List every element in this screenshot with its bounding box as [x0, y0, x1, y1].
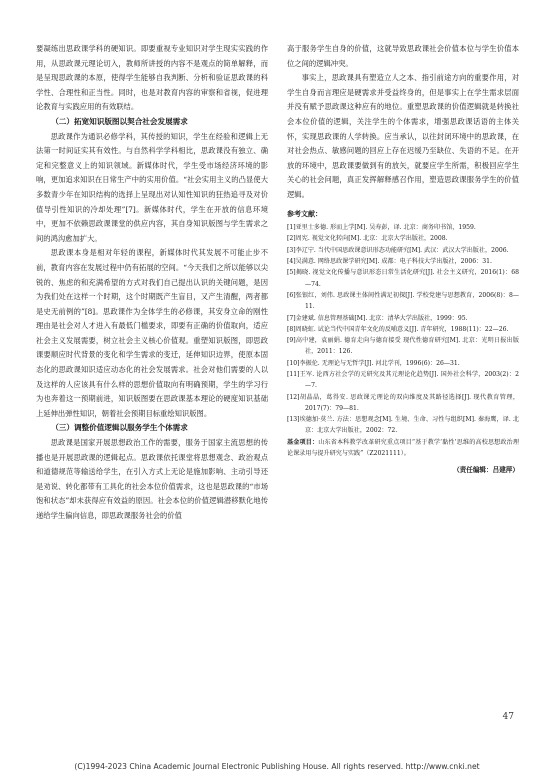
- fund-note: [287, 437, 519, 460]
- paragraph: 要凝练出思政课学科的硬知识。即要重视专业知识对学生现实实践的作用，从思政课元理论切入，教师所讲授的内容不是观点的简单解释，而是呈现思政课的本原，使得学生能够自我判断、分析和验证思政课的科学性、合理性和正当性。同时，也是对教育内容的审察和省视，促进理论教育与实践应用的有效联结。: [36, 44, 268, 112]
- paragraph: 高于服务学生自身的价值，这就导致思政课社会价值本位与学生价值本位之间的逻辑冲突。: [287, 44, 519, 68]
- paragraph: 思政课是国家开展思想政治工作的需要，服务于国家主流思想的传播也是开展思政课的逻辑起点。思政课依托课堂将思想观念、政治观点和道德规范等输送给学生，在引入方式上无论是施加影响、主动引导还是劝说、转化都带有工具化的社会本位价值需求，这也是思政课的“市场饱和状态”却未获得应有效益的原因。社会本位的价值逻辑潜移默化地传递给学生偏向信息，即思政课服务社会的价值: [36, 438, 268, 520]
- reference-item: [5]揭晓. 视觉文化传播与意识形态日常生活化研究[J]. 社会主义研究，2016(1)：68—74.: [287, 269, 519, 288]
- paragraph: 思政课本身是相对年轻的课程，新媒体时代其发展不可能止步不前，教育内容在发展过程中仍有拓展的空间。“今天我们之所以能够以尖锐的、焦虑的和充满希望的方式对我们自己提出认识的关键问题，是因为我们处在这样一个时期，这个时期既产生盲目，又产生清醒，两者都是史无前例的”[8]。思政课作为全体学生的必修课，其安身立命的刚性理由是社会对人才进入有最低门槛要求，即要有正确的价值取向，适应社会主义发展需要，树立社会主义核心价值观。重塑知识版图，即思政课要顺应时代背景的变化和学生需求的变迁，延伸知识边界，使原本固态化的思政课知识适应动态化的社会发展需求。社会对他们需要的人以及这样的人应该具有什么样的思想价值取向有明确预期，学生的学习行为也奔着这一预期前进，知识版图要在思政课基本理论的硬度知识基础上延伸出弹性知识，朝着社会预期目标重绘知识版图。: [36, 248, 268, 418]
- responsible-editor: （责任编辑：吕建萍）: [453, 466, 519, 475]
- reference-item: [3]李辽宁. 当代中国思政课意识形态功能研究[M]. 武汉：武汉大学出版社，2006.: [287, 246, 509, 254]
- reference-item: [8]周晓虹. 试论当代中国青年文化的反哺意义[J]. 青年研究，1988(11)：22—26.: [287, 325, 509, 333]
- reference-item: [9]高中建，袁丽娟. 德育走向与德育接受 现代性德育研究[M]. 北京：光明日报出版社，2011：126.: [287, 337, 519, 356]
- left-column: [36, 42, 268, 524]
- reference-item: [11]王军. 论西方社会学的元研究及其元理论化趋势[J]. 国外社会科学，2003(2)：2—7.: [287, 370, 519, 390]
- right-column: [287, 42, 519, 478]
- reference-item: [4]吴满意. 网络思政课学研究[M]. 成都：电子科技大学出版社，2006：31.: [287, 258, 492, 266]
- page-number: 47: [502, 712, 514, 722]
- paragraph: 思政课作为通识必修学科，其传授的知识，学生在经验和逻辑上无法第一时间证实其有效性。与自然科学学科相比，思政课没有独立、确定和完整意义上的知识领域。新媒体时代，学生受市场经济环境的影响，更加追求知识在日常生产中的实用价值。“社会实用主义的凸显使大多数青少年在知识结构的选择上呈现出对认知性知识的狂热追寻及对价值导引性知识的冷却处理”[7]。新媒体时代，学生在开放的信息环境中，更加不依赖思政课课堂的供应内容，其自身知识版图与学生需求之间的鸿沟愈加扩大。: [36, 131, 268, 243]
- reference-item: [13]埃德加·莫兰. 方法：思想观念[M]. 生境、生命、习性与组织[M]. 秦海鹰，译. 北京：北京大学出版社，2002：72.: [287, 416, 519, 435]
- reference-item: [12]胡晶晶，葛得安. 思政课元理论的双向维度及其路径选择[J]. 现代教育管理，2017(7)：79—81.: [287, 393, 519, 412]
- reference-item: [10]李振伦. 无理论与无哲学[J]. 河北学刊，1996(6)：26—31.: [287, 359, 460, 367]
- reference-item: [6]张银红，刘伟. 思政课主体间性满足初探[J]. 学校党建与思想教育，2006(8)：8—11.: [287, 291, 519, 311]
- reference-item: [7]金建斌. 信息管理基础[M]. 北京：清华大学出版社，1999：95.: [287, 314, 468, 322]
- copyright-footer: (C)1994-2023 China Academic Journal Electronic Publishing House. All rights reserved. http://www.cnki.net: [74, 762, 480, 771]
- fund-text: 山东省本科教学改革研究重点项目“基于教学‘黏性’思维的高校思想政治理论课录用与提升研究与实践”（Z2021111）。: [287, 438, 519, 458]
- fund-label: 基金项目：: [287, 438, 319, 446]
- paragraph: 事实上，思政课具有塑造立人之本、指引前途方向的重要作用，对学生自身而言理应是硬需求并受益终身的，但是事实上在学生需求层面并没有赋予思政课这种应有的地位。重塑思政课的价值逻辑就是转换社会本位价值的逻辑，关注学生的个体需求，增强思政课话语的主体关怀，实现思政课的人学转换。应当承认，以往封闭环境中的思政课，在对社会热点、敏感问题的回应上存在迟缓乃至缺位、失语的不足。在开放的环境中，思政课要做到有的放矢，就要应学生所需，积极回应学生关心的社会问题，真正发挥解释感召作用，塑造思政课服务学生的价值逻辑。: [287, 73, 519, 199]
- reference-item: [1]亚里士多德. 形而上学[M]. 吴寿彭，译. 北京：商务印书馆，1959.: [287, 224, 476, 232]
- references-list: [287, 222, 519, 437]
- section-heading: （三）调整价值逻辑以服务学生个体需求: [51, 423, 188, 433]
- section-heading: （二）拓宽知识版图以契合社会发展需求: [51, 116, 188, 126]
- references-title: 参考文献：: [287, 209, 322, 218]
- reference-item: [2]周宪. 视觉文化转向[M]. 北京：北京大学出版社，2008.: [287, 235, 448, 243]
